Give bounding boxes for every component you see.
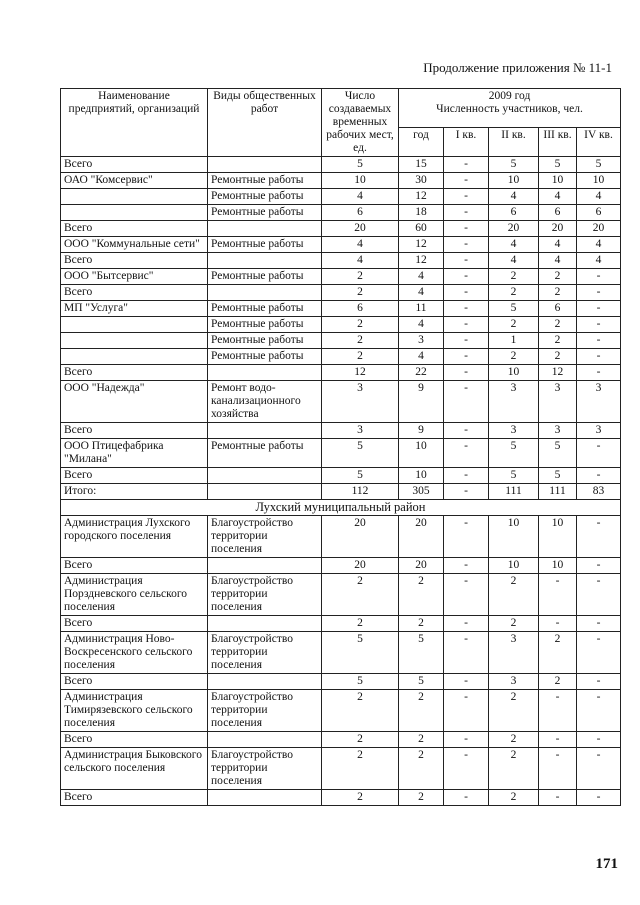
table-row (61, 558, 621, 574)
cell-work (208, 674, 322, 690)
cell-work: Ремонтные работы (208, 317, 322, 333)
cell-year: 12 (399, 189, 444, 205)
cell-name: Администрация Тимирязевского сельского поселения (61, 690, 208, 732)
table-row (61, 748, 621, 790)
cell-q2: 2 (489, 616, 539, 632)
cell-q4: - (577, 558, 621, 574)
table-row (61, 674, 621, 690)
cell-name (61, 349, 208, 365)
table-row (61, 173, 621, 189)
cell-q3: 2 (539, 285, 577, 301)
cell-places: 4 (322, 237, 399, 253)
cell-q1: - (444, 674, 489, 690)
header-year: 2009 год (488, 90, 531, 102)
cell-q3: 3 (539, 423, 577, 439)
cell-q4: - (577, 317, 621, 333)
cell-places: 5 (322, 632, 399, 674)
cell-q2: 5 (489, 439, 539, 468)
cell-q1: - (444, 690, 489, 732)
cell-name: Итого: (61, 484, 208, 500)
cell-year: 5 (399, 674, 444, 690)
cell-q1: - (444, 790, 489, 806)
cell-q1: - (444, 732, 489, 748)
cell-work (208, 732, 322, 748)
cell-work (208, 285, 322, 301)
cell-q2: 10 (489, 173, 539, 189)
cell-name: ООО "Коммунальные сети" (61, 237, 208, 253)
cell-name: Всего (61, 558, 208, 574)
table-row (61, 349, 621, 365)
cell-q1: - (444, 365, 489, 381)
cell-work (208, 558, 322, 574)
header-places: Число создаваемых временных рабочих мест, ед. (322, 89, 399, 157)
cell-name: ООО "Надежда" (61, 381, 208, 423)
cell-work (208, 468, 322, 484)
cell-places: 5 (322, 468, 399, 484)
cell-year: 2 (399, 790, 444, 806)
cell-year: 15 (399, 157, 444, 173)
cell-year: 305 (399, 484, 444, 500)
continuation-note: Продолжение приложения № 11-1 (423, 60, 612, 75)
public-works-table (60, 88, 621, 806)
cell-places: 2 (322, 616, 399, 632)
cell-q2: 5 (489, 468, 539, 484)
cell-q1: - (444, 468, 489, 484)
header-q1: I кв. (444, 128, 489, 157)
cell-q4: - (577, 748, 621, 790)
table-row (61, 269, 621, 285)
cell-q1: - (444, 616, 489, 632)
cell-places: 2 (322, 269, 399, 285)
cell-q1: - (444, 748, 489, 790)
cell-q2: 10 (489, 516, 539, 558)
cell-q2: 4 (489, 237, 539, 253)
cell-work (208, 253, 322, 269)
cell-q3: 4 (539, 237, 577, 253)
cell-q3: 10 (539, 173, 577, 189)
cell-work (208, 365, 322, 381)
cell-work: Благоустройство территории поселения (208, 516, 322, 558)
cell-q4: 5 (577, 157, 621, 173)
header-works: Виды общественных работ (208, 89, 322, 157)
cell-q1: - (444, 205, 489, 221)
cell-q4: 4 (577, 189, 621, 205)
cell-q3: - (539, 790, 577, 806)
cell-q4: - (577, 790, 621, 806)
table-row (61, 732, 621, 748)
cell-q3: 2 (539, 632, 577, 674)
cell-q3: 12 (539, 365, 577, 381)
cell-q4: - (577, 632, 621, 674)
cell-work: Благоустройство территории поселения (208, 748, 322, 790)
cell-q4: 10 (577, 173, 621, 189)
cell-q2: 2 (489, 269, 539, 285)
cell-q1: - (444, 574, 489, 616)
cell-q3: - (539, 748, 577, 790)
cell-q1: - (444, 439, 489, 468)
table-row (61, 690, 621, 732)
cell-q1: - (444, 285, 489, 301)
table-row (61, 221, 621, 237)
cell-places: 6 (322, 205, 399, 221)
section-row (61, 500, 621, 516)
cell-places: 2 (322, 690, 399, 732)
cell-year: 20 (399, 516, 444, 558)
cell-places: 2 (322, 317, 399, 333)
cell-name: МП "Услуга" (61, 301, 208, 317)
cell-year: 4 (399, 269, 444, 285)
cell-work (208, 221, 322, 237)
cell-name: ОАО "Комсервис" (61, 173, 208, 189)
cell-places: 2 (322, 333, 399, 349)
cell-q4: 4 (577, 237, 621, 253)
cell-q2: 6 (489, 205, 539, 221)
cell-q3: - (539, 690, 577, 732)
cell-work: Ремонтные работы (208, 301, 322, 317)
cell-name: Всего (61, 157, 208, 173)
table-row (61, 423, 621, 439)
cell-name: Всего (61, 616, 208, 632)
cell-q4: - (577, 301, 621, 317)
header-q4: IV кв. (577, 128, 621, 157)
cell-places: 2 (322, 790, 399, 806)
table-row (61, 333, 621, 349)
cell-q2: 20 (489, 221, 539, 237)
cell-q4: - (577, 349, 621, 365)
cell-places: 3 (322, 381, 399, 423)
cell-q1: - (444, 221, 489, 237)
cell-places: 2 (322, 574, 399, 616)
cell-name: Всего (61, 790, 208, 806)
cell-name: Администрация Ново-Воскресенского сельского поселения (61, 632, 208, 674)
cell-q1: - (444, 516, 489, 558)
header-q-year: год (399, 128, 444, 157)
header-participants: Численность участников, чел. (436, 103, 583, 115)
cell-q3: 5 (539, 468, 577, 484)
cell-q4: - (577, 468, 621, 484)
header-q3: III кв. (539, 128, 577, 157)
cell-work: Ремонтные работы (208, 189, 322, 205)
cell-q2: 3 (489, 674, 539, 690)
table-row (61, 790, 621, 806)
cell-work (208, 790, 322, 806)
cell-name: Всего (61, 365, 208, 381)
cell-year: 5 (399, 632, 444, 674)
cell-work: Ремонтные работы (208, 439, 322, 468)
table-body-block1 (61, 157, 621, 500)
cell-q3: 2 (539, 269, 577, 285)
cell-q3: 6 (539, 301, 577, 317)
cell-work (208, 616, 322, 632)
cell-q3: - (539, 574, 577, 616)
cell-places: 5 (322, 157, 399, 173)
cell-places: 10 (322, 173, 399, 189)
cell-q3: 5 (539, 439, 577, 468)
cell-q4: 83 (577, 484, 621, 500)
cell-q4: - (577, 674, 621, 690)
cell-q4: - (577, 333, 621, 349)
cell-work: Ремонт водо-канализационного хозяйства (208, 381, 322, 423)
cell-q1: - (444, 632, 489, 674)
cell-year: 3 (399, 333, 444, 349)
cell-q2: 5 (489, 157, 539, 173)
cell-q4: 20 (577, 221, 621, 237)
cell-year: 9 (399, 423, 444, 439)
table-row (61, 285, 621, 301)
cell-q2: 2 (489, 285, 539, 301)
cell-places: 20 (322, 558, 399, 574)
cell-q2: 5 (489, 301, 539, 317)
cell-q4: - (577, 439, 621, 468)
cell-q2: 2 (489, 574, 539, 616)
cell-name: Всего (61, 285, 208, 301)
table-row (61, 468, 621, 484)
cell-work: Ремонтные работы (208, 173, 322, 189)
cell-name: Всего (61, 253, 208, 269)
cell-year: 2 (399, 616, 444, 632)
section-title: Лухский муниципальный район (61, 500, 621, 516)
cell-year: 20 (399, 558, 444, 574)
header-q2: II кв. (489, 128, 539, 157)
cell-places: 5 (322, 439, 399, 468)
cell-q3: - (539, 616, 577, 632)
cell-q3: 2 (539, 333, 577, 349)
cell-year: 10 (399, 439, 444, 468)
cell-q4: - (577, 516, 621, 558)
cell-places: 2 (322, 732, 399, 748)
cell-work: Ремонтные работы (208, 349, 322, 365)
cell-q4: 4 (577, 253, 621, 269)
cell-q3: 4 (539, 253, 577, 269)
cell-year: 2 (399, 690, 444, 732)
cell-places: 12 (322, 365, 399, 381)
cell-q4: 6 (577, 205, 621, 221)
table-body-block2 (61, 516, 621, 806)
cell-name: ООО Птицефабрика "Милана" (61, 439, 208, 468)
cell-places: 2 (322, 349, 399, 365)
cell-q3: 10 (539, 558, 577, 574)
cell-name: Всего (61, 674, 208, 690)
cell-q3: 2 (539, 317, 577, 333)
table-row (61, 253, 621, 269)
cell-q2: 111 (489, 484, 539, 500)
cell-q1: - (444, 349, 489, 365)
cell-year: 4 (399, 285, 444, 301)
cell-work: Ремонтные работы (208, 333, 322, 349)
cell-q4: 3 (577, 381, 621, 423)
cell-q4: - (577, 365, 621, 381)
cell-q3: 111 (539, 484, 577, 500)
cell-work: Благоустройство территории поселения (208, 574, 322, 616)
cell-q2: 4 (489, 189, 539, 205)
cell-q4: - (577, 269, 621, 285)
cell-places: 3 (322, 423, 399, 439)
cell-year: 12 (399, 253, 444, 269)
cell-q1: - (444, 317, 489, 333)
cell-q3: 4 (539, 189, 577, 205)
section-row-group (61, 500, 621, 516)
table-row (61, 574, 621, 616)
cell-places: 2 (322, 748, 399, 790)
cell-name (61, 189, 208, 205)
cell-q2: 10 (489, 558, 539, 574)
cell-name: ООО "Бытсервис" (61, 269, 208, 285)
cell-places: 2 (322, 285, 399, 301)
cell-name: Администрация Лухского городского поселения (61, 516, 208, 558)
cell-work: Благоустройство территории поселения (208, 632, 322, 674)
cell-name: Всего (61, 221, 208, 237)
header-year-group (399, 89, 621, 128)
cell-q3: 5 (539, 157, 577, 173)
cell-q1: - (444, 558, 489, 574)
cell-name (61, 333, 208, 349)
table-row (61, 365, 621, 381)
cell-q1: - (444, 237, 489, 253)
cell-places: 6 (322, 301, 399, 317)
cell-q2: 10 (489, 365, 539, 381)
cell-places: 20 (322, 221, 399, 237)
cell-name: Всего (61, 468, 208, 484)
cell-work: Ремонтные работы (208, 269, 322, 285)
table-row (61, 632, 621, 674)
cell-name: Всего (61, 732, 208, 748)
cell-q2: 4 (489, 253, 539, 269)
cell-name (61, 317, 208, 333)
cell-year: 11 (399, 301, 444, 317)
cell-year: 2 (399, 574, 444, 616)
cell-year: 4 (399, 317, 444, 333)
cell-q2: 2 (489, 690, 539, 732)
cell-year: 10 (399, 468, 444, 484)
cell-year: 4 (399, 349, 444, 365)
cell-q2: 3 (489, 381, 539, 423)
cell-q4: 3 (577, 423, 621, 439)
cell-q1: - (444, 269, 489, 285)
table-row (61, 301, 621, 317)
page-number: 171 (595, 856, 618, 872)
cell-year: 9 (399, 381, 444, 423)
cell-q2: 2 (489, 317, 539, 333)
cell-places: 20 (322, 516, 399, 558)
cell-year: 60 (399, 221, 444, 237)
table-row (61, 516, 621, 558)
cell-q2: 3 (489, 423, 539, 439)
cell-q1: - (444, 423, 489, 439)
cell-work: Ремонтные работы (208, 205, 322, 221)
cell-q2: 2 (489, 349, 539, 365)
header-name: Наименование предприятий, организаций (61, 89, 208, 157)
cell-q3: 2 (539, 349, 577, 365)
table-row (61, 616, 621, 632)
cell-q3: 2 (539, 674, 577, 690)
table-row (61, 484, 621, 500)
cell-q1: - (444, 157, 489, 173)
table-row (61, 189, 621, 205)
cell-q4: - (577, 285, 621, 301)
table-row (61, 237, 621, 253)
cell-year: 12 (399, 237, 444, 253)
cell-q2: 2 (489, 790, 539, 806)
cell-q2: 2 (489, 748, 539, 790)
table-row (61, 317, 621, 333)
cell-places: 5 (322, 674, 399, 690)
cell-work (208, 484, 322, 500)
cell-places: 4 (322, 189, 399, 205)
cell-name: Администрация Порздневского сельского поселения (61, 574, 208, 616)
cell-work: Ремонтные работы (208, 237, 322, 253)
cell-name: Всего (61, 423, 208, 439)
cell-work (208, 157, 322, 173)
table-row (61, 157, 621, 173)
cell-year: 2 (399, 732, 444, 748)
cell-q2: 3 (489, 632, 539, 674)
cell-q4: - (577, 616, 621, 632)
cell-q1: - (444, 253, 489, 269)
cell-year: 18 (399, 205, 444, 221)
cell-year: 2 (399, 748, 444, 790)
table-row (61, 381, 621, 423)
cell-q3: 10 (539, 516, 577, 558)
cell-places: 112 (322, 484, 399, 500)
table-row (61, 205, 621, 221)
cell-q1: - (444, 189, 489, 205)
cell-q2: 1 (489, 333, 539, 349)
cell-q4: - (577, 690, 621, 732)
cell-name: Администрация Быковского сельского поселения (61, 748, 208, 790)
cell-work: Благоустройство территории поселения (208, 690, 322, 732)
cell-name (61, 205, 208, 221)
cell-q1: - (444, 173, 489, 189)
cell-q3: 3 (539, 381, 577, 423)
cell-year: 30 (399, 173, 444, 189)
cell-q1: - (444, 333, 489, 349)
table-header (61, 89, 621, 157)
cell-places: 4 (322, 253, 399, 269)
cell-q1: - (444, 381, 489, 423)
cell-q3: - (539, 732, 577, 748)
cell-q4: - (577, 732, 621, 748)
table-row (61, 439, 621, 468)
cell-q4: - (577, 574, 621, 616)
cell-q1: - (444, 301, 489, 317)
cell-year: 22 (399, 365, 444, 381)
cell-q2: 2 (489, 732, 539, 748)
cell-q1: - (444, 484, 489, 500)
cell-q3: 20 (539, 221, 577, 237)
cell-work (208, 423, 322, 439)
cell-q3: 6 (539, 205, 577, 221)
